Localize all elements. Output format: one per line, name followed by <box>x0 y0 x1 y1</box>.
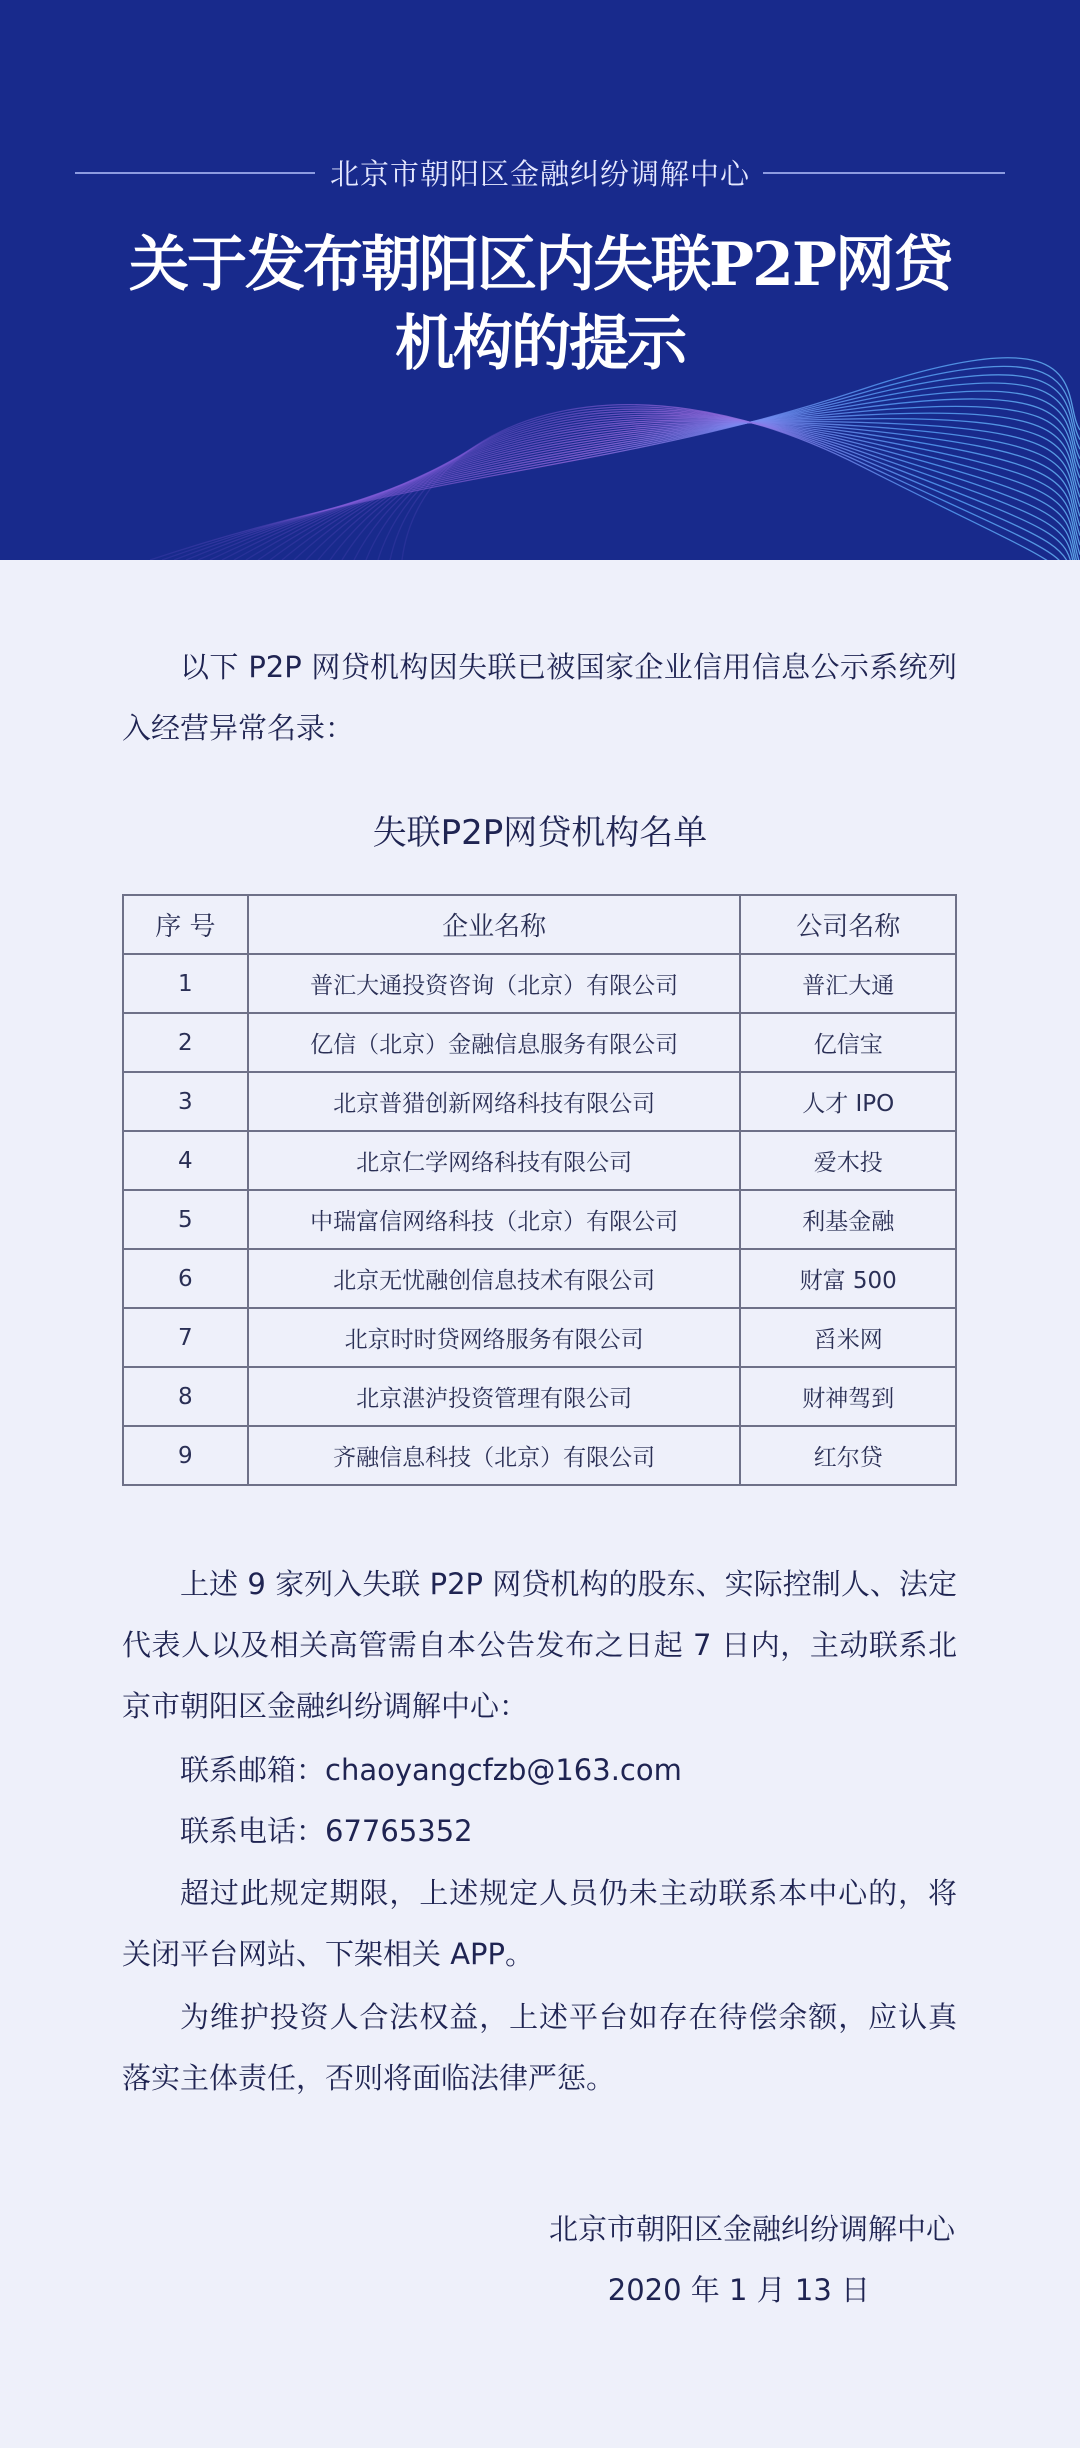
row-index: 9 <box>123 1426 248 1485</box>
company-name: 爱木投 <box>740 1131 956 1190</box>
company-name: 红尔贷 <box>740 1426 956 1485</box>
company-name: 人才 IPO <box>740 1072 956 1131</box>
enterprise-name: 北京时时贷网络服务有限公司 <box>248 1308 741 1367</box>
table-row <box>123 1190 956 1249</box>
page-title-line1: 关于发布朝阳区内失联P2P网贷 <box>129 230 951 300</box>
row-index: 1 <box>123 954 248 1013</box>
table-row <box>123 954 956 1013</box>
wave-line <box>354 413 1080 560</box>
wave-line <box>318 419 1080 560</box>
wave-line <box>402 405 1080 560</box>
intro-paragraph: 以下 P2P 网贷机构因失联已被国家企业信用信息公示系统列入经营异常名录： <box>122 650 957 745</box>
wave-line <box>294 421 1080 560</box>
enterprise-name: 亿信（北京）金融信息服务有限公司 <box>248 1013 741 1072</box>
email-label: 联系邮箱： <box>180 1753 326 1787</box>
row-index: 4 <box>123 1131 248 1190</box>
header-index: 序 号 <box>123 895 248 954</box>
table-row <box>123 1367 956 1426</box>
table-row <box>123 1072 956 1131</box>
enterprise-name: 普汇大通投资咨询（北京）有限公司 <box>248 954 741 1013</box>
header-enterprise-name: 企业名称 <box>248 895 741 954</box>
table-header-row <box>123 895 956 954</box>
signature-organization: 北京市朝阳区金融纠纷调解中心 <box>548 2212 955 2246</box>
email-value: chaoyangcfzb@163.com <box>325 1753 682 1787</box>
header-organization: 北京市朝阳区金融纠纷调解中心 <box>329 157 750 191</box>
institution-table <box>122 894 957 1486</box>
contact-email <box>122 1740 957 1801</box>
row-index: 8 <box>123 1367 248 1426</box>
enterprise-name: 中瑞富信网络科技（北京）有限公司 <box>248 1190 741 1249</box>
row-index: 7 <box>123 1308 248 1367</box>
enterprise-name: 齐融信息科技（北京）有限公司 <box>248 1426 741 1485</box>
phone-label: 联系电话： <box>180 1814 326 1848</box>
header-company-name: 公司名称 <box>740 895 956 954</box>
company-name: 财神驾到 <box>740 1367 956 1426</box>
page-title-line2: 机构的提示 <box>395 309 685 379</box>
row-index: 6 <box>123 1249 248 1308</box>
company-name: 亿信宝 <box>740 1013 956 1072</box>
company-name: 舀米网 <box>740 1308 956 1367</box>
company-name: 利基金融 <box>740 1190 956 1249</box>
investor-paragraph: 为维护投资人合法权益，上述平台如存在待偿余额，应认真落实主体责任，否则将面临法律严惩。 <box>122 2000 957 2095</box>
enterprise-name: 北京仁学网络科技有限公司 <box>248 1131 741 1190</box>
enterprise-name: 北京湛泸投资管理有限公司 <box>248 1367 741 1426</box>
row-index: 5 <box>123 1190 248 1249</box>
notice-paragraph: 上述 9 家列入失联 P2P 网贷机构的股东、实际控制人、法定代表人以及相关高管需自本公告发布之日起 7 日内，主动联系北京市朝阳区金融纠纷调解中心： <box>122 1567 957 1723</box>
row-index: 2 <box>123 1013 248 1072</box>
enterprise-name: 北京无忧融创信息技术有限公司 <box>248 1249 741 1308</box>
wave-line <box>162 366 1080 560</box>
table-row <box>123 1308 956 1367</box>
table-title: 失联P2P网贷机构名单 <box>372 813 708 853</box>
phone-value: 67765352 <box>325 1814 473 1848</box>
table-row <box>123 1426 956 1485</box>
table-row <box>123 1131 956 1190</box>
table-row <box>123 1013 956 1072</box>
contact-phone <box>122 1801 957 1862</box>
deadline-paragraph: 超过此规定期限，上述规定人员仍未主动联系本中心的，将关闭平台网站、下架相关 APP。 <box>122 1876 957 1971</box>
header-banner <box>0 0 1080 560</box>
row-index: 3 <box>123 1072 248 1131</box>
signature-date: 2020 年 1 月 13 日 <box>607 2273 870 2307</box>
company-name: 财富 500 <box>740 1249 956 1308</box>
enterprise-name: 北京普猎创新网络科技有限公司 <box>248 1072 741 1131</box>
table-row <box>123 1249 956 1308</box>
wave-line <box>366 411 1080 560</box>
company-name: 普汇大通 <box>740 954 956 1013</box>
